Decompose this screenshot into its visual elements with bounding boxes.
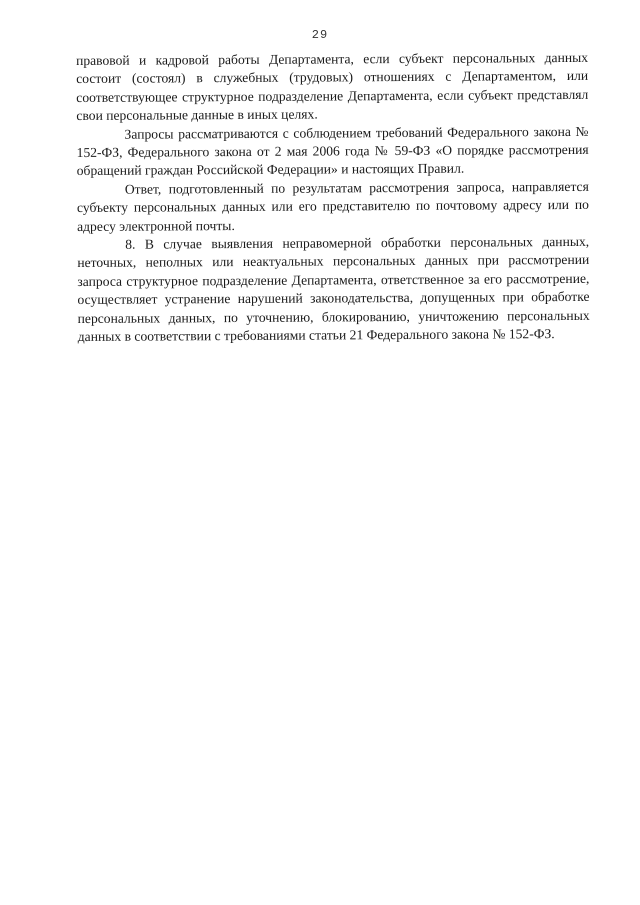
paragraph-answer: Ответ, подготовленный по результатам рассмотрения запроса, направляется субъекту персональных данных или его представителю по почтовому адресу или по адресу электронной почты. xyxy=(76,178,589,234)
paragraph-requests: Запросы рассматриваются с соблюдением требований Федерального закона № 152-ФЗ, Федерального закона от 2 мая 2006 года № 59-ФЗ «О порядке рассмотрения обращений граждан Российской Федерации» и настоящих Правил. xyxy=(76,123,589,179)
document-body xyxy=(76,49,590,347)
page-number: 29 xyxy=(311,28,329,42)
paragraph-item-8: 8. В случае выявления неправомерной обработки персональных данных, неточных, неполных или неактуальных персональных данных при рассмотрении запроса структурное подразделение Департамента, ответственное за его рассмотрение, осуществляет устранение нарушений законодательства, допущенных при обработке персональных данных, по уточнению, блокированию, уничтожению персональных данных в соответствии с требованиями статьи 21 Федерального закона № 152-ФЗ. xyxy=(77,233,590,345)
paragraph-continuation: правовой и кадровой работы Департамента, если субъект персональных данных состоит (состоял) в служебных (трудовых) отношениях с Департаментом, или соответствующее структурное подразделение Департамента, если субъект представлял свои персональные данные в иных целях. xyxy=(76,49,589,124)
